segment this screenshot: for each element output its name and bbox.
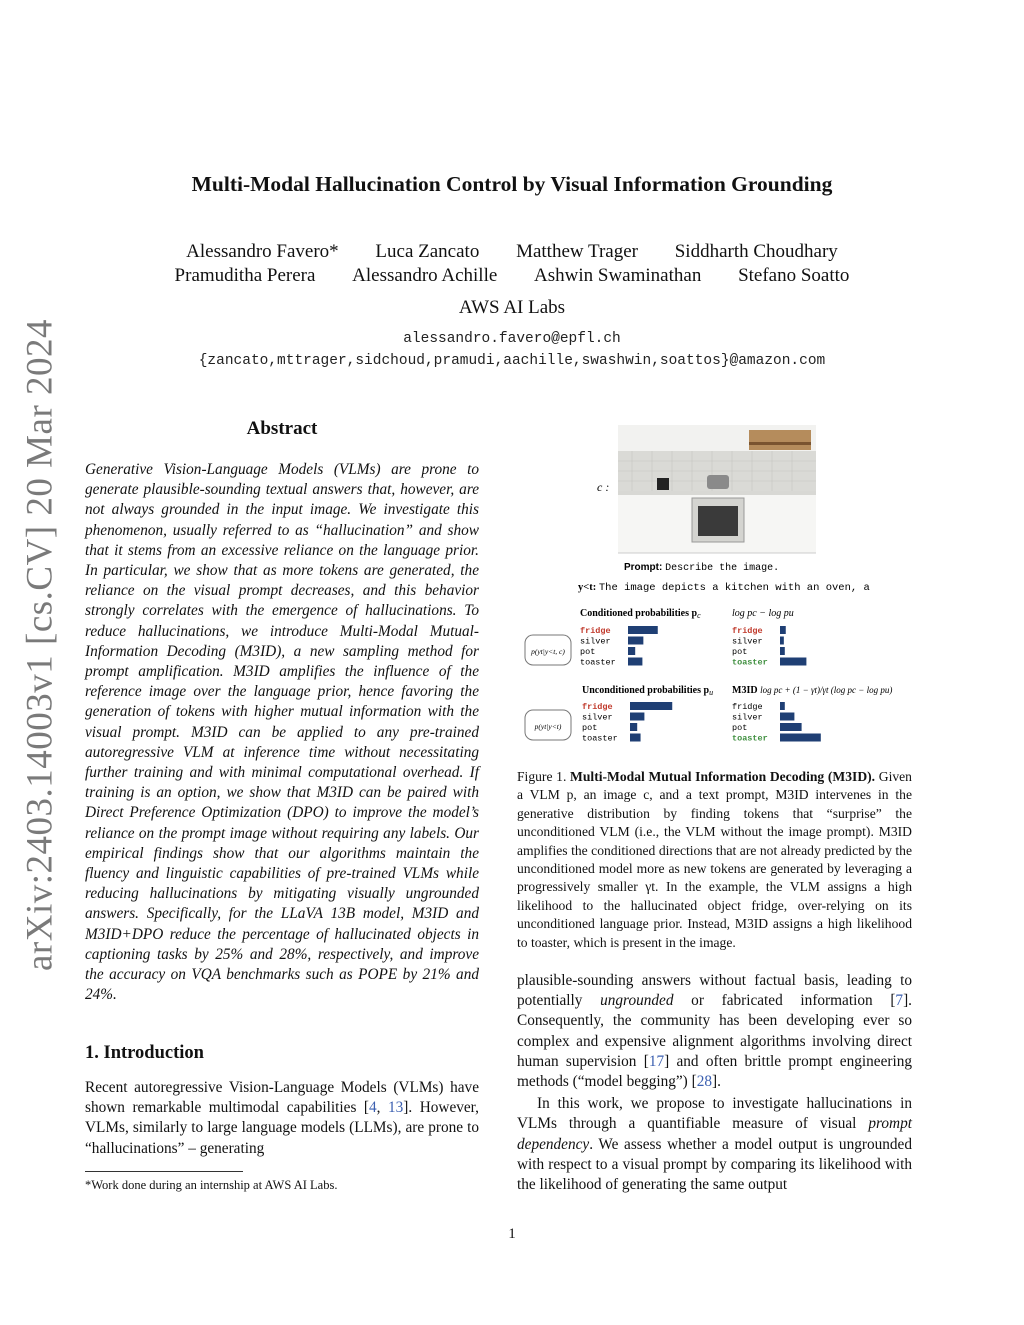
token-label: silver <box>732 636 763 647</box>
probability-bar <box>630 713 644 721</box>
paragraph: In this work, we propose to investigate hallucinations in VLMs through a quantifiable measure of visual prompt dependency. We assess whether a model output is ungrounded with respect to a visual prompt by comparing its likelihood with the likelihood of generating the same output <box>517 1095 912 1194</box>
intro-paragraph: Recent autoregressive Vision-Language Models (VLMs) have shown remarkable multimodal capabilities [4, 13]. However, VLMs, similarly to large language models (LLMs), are prone to “hallucinations” – generating <box>85 1079 479 1157</box>
probability-bar <box>780 658 806 666</box>
probability-bar <box>780 713 794 721</box>
token-label: silver <box>732 712 763 723</box>
authors-line-2 <box>80 265 944 287</box>
paragraph: plausible-sounding answers without factual basis, leading to potentially ungrounded or fabricated information [7]. Consequently, the community has been developing ever so complex and expensive alignment algorithms involving direct human supervision [17] and often brittle prompt engineering methods (“model begging”) [28]. <box>517 972 912 1091</box>
section-heading: 1. Introduction <box>85 1043 204 1063</box>
kitchen-image <box>618 425 816 553</box>
logdiff-title: log pc − log pu <box>732 608 794 619</box>
abstract-heading: Abstract <box>246 418 318 439</box>
probability-bar <box>780 734 821 742</box>
author: Pramuditha Perera <box>174 265 316 286</box>
author: Siddharth Choudhary <box>674 241 838 262</box>
token-label: toaster <box>732 657 768 668</box>
arxiv-sidebar <box>0 0 80 1325</box>
token-label: fridge <box>582 702 613 712</box>
prompt-label: Prompt: Describe the image. <box>624 562 780 574</box>
token-label: pot <box>582 723 598 733</box>
token-label: toaster <box>582 733 618 744</box>
page-number: 1 <box>508 1226 516 1242</box>
abstract-text: Generative Vision-Language Models (VLMs) are prone to generate plausible-sounding textual answers that, however, are not always grounded in the input image. We investigate this phenomenon, usually referred to as “hallucination” and show that it stems from an excessive reliance on the language prior. In particular, we show that as more tokens are generated, the reliance on the visual prompt decreases, and this behavior strongly correlates with the emergence of hallucinations. To reduce hallucinations, we introduce Multi-Modal Mutual-Information Decoding (M3ID), a new sampling method for prompt amplification. M3ID amplifies the influence of the reference image over the language prior, hence favoring the generation of tokens with higher mutual information with the visual prompt. M3ID can be applied to any pre-trained autoregressive VLM at inference time without necessitating further training and with minimal computational overhead. If training is an option, we show that M3ID can be paired with Direct Preference Optimization (DPO) to improve the model’s reliance on the prompt image without requiring any labels. Our empirical findings show that our algorithms maintain the fluency and linguistic capabilities of pre-trained VLMs while reducing hallucinations by mitigating visually ungrounded answers. Specifically, for the LLaVA 13B model, M3ID and M3ID+DPO reduce the percentage of hallucinated objects in captioning tasks by 25% and 28%, respectively, and improve the accuracy on VQA benchmarks such as POPE by 21% and 24%. <box>85 461 479 1004</box>
token-label: silver <box>582 712 613 723</box>
email-primary: alessandro.favero@epfl.ch <box>403 331 621 347</box>
probability-bar <box>630 734 641 742</box>
citation-link[interactable]: 17 <box>648 1052 665 1070</box>
probability-bar <box>628 647 635 655</box>
footnote: *Work done during an internship at AWS AI Labs. <box>85 1178 338 1192</box>
context-line: y<t: The image depicts a kitchen with an oven, a <box>578 582 870 594</box>
image-variable-label: c : <box>597 480 610 494</box>
token-label: pot <box>580 647 596 657</box>
probability-bar <box>628 637 643 645</box>
token-label: fridge <box>732 702 763 712</box>
probability-bar <box>780 723 802 731</box>
token-label: pot <box>732 723 748 733</box>
arxiv-id: arXiv:2403.14003v1 [cs.CV] 20 Mar 2024 <box>19 318 61 972</box>
unconditioned-box-label: p(yt|y<t) <box>534 722 562 731</box>
m3id-title: M3ID log pc + (1 − γt)/γt (log pc − log pu) <box>732 685 893 696</box>
citation-link[interactable]: 7 <box>895 992 904 1010</box>
right-column-text <box>517 971 912 1195</box>
affiliation: AWS AI Labs <box>458 297 566 318</box>
token-label: fridge <box>732 626 763 636</box>
probability-bar <box>780 647 785 655</box>
citation-link[interactable]: 28 <box>696 1073 712 1091</box>
conditioned-box-label: p(yt|y<t, c) <box>531 647 565 656</box>
citation-link[interactable]: 13 <box>388 1099 404 1117</box>
email-group: {zancato,mttrager,sidchoud,pramudi,aachille,swashwin,soattos}@amazon.com <box>198 353 826 369</box>
unconditioned-title: Unconditioned probabilities $p_u$ <box>582 685 714 697</box>
author: Alessandro Favero* <box>186 241 339 262</box>
author: Ashwin Swaminathan <box>534 265 702 286</box>
figure-1 <box>517 420 917 750</box>
conditioned-title: Conditioned probabilities $p_c$ <box>580 608 701 620</box>
token-label: silver <box>580 636 611 647</box>
probability-bar <box>780 702 785 710</box>
author: Luca Zancato <box>375 241 480 262</box>
authors-line-1 <box>80 241 944 263</box>
probability-bar <box>630 702 672 710</box>
probability-bar <box>780 626 786 634</box>
author: Stefano Soatto <box>738 265 850 286</box>
token-label: pot <box>732 647 748 657</box>
figure-caption: Figure 1. Multi-Modal Mutual Information Decoding (M3ID). Given a VLM p, an image c, and a text prompt, M3ID intervenes in the generative distribution by finding tokens that “surprise” the unconditioned VLM (i.e., the VLM without the image prompt). M3ID amplifies the conditioned directions that are not already predicted by the unconditioned model more as new tokens are generated by leveraging a progressively smaller γt. In the example, the VLM assigns a high likelihood to the hallucinated object fridge, over-relying on its unconditioned language prior. Instead, M3ID assigns a high likelihood to toaster, which is present in the image. <box>517 769 912 950</box>
probability-bar <box>630 723 637 731</box>
probability-bar <box>628 658 642 666</box>
author: Matthew Trager <box>516 241 638 262</box>
probability-bar <box>628 626 658 634</box>
probability-bar <box>780 637 784 645</box>
citation-link[interactable]: 4 <box>369 1099 377 1117</box>
author: Alessandro Achille <box>352 265 498 286</box>
token-label: toaster <box>580 657 616 668</box>
token-label: fridge <box>580 626 611 636</box>
token-label: toaster <box>732 733 768 744</box>
footnote-rule <box>85 1171 243 1172</box>
paper-title: Multi-Modal Hallucination Control by Visual Information Grounding <box>191 172 833 196</box>
